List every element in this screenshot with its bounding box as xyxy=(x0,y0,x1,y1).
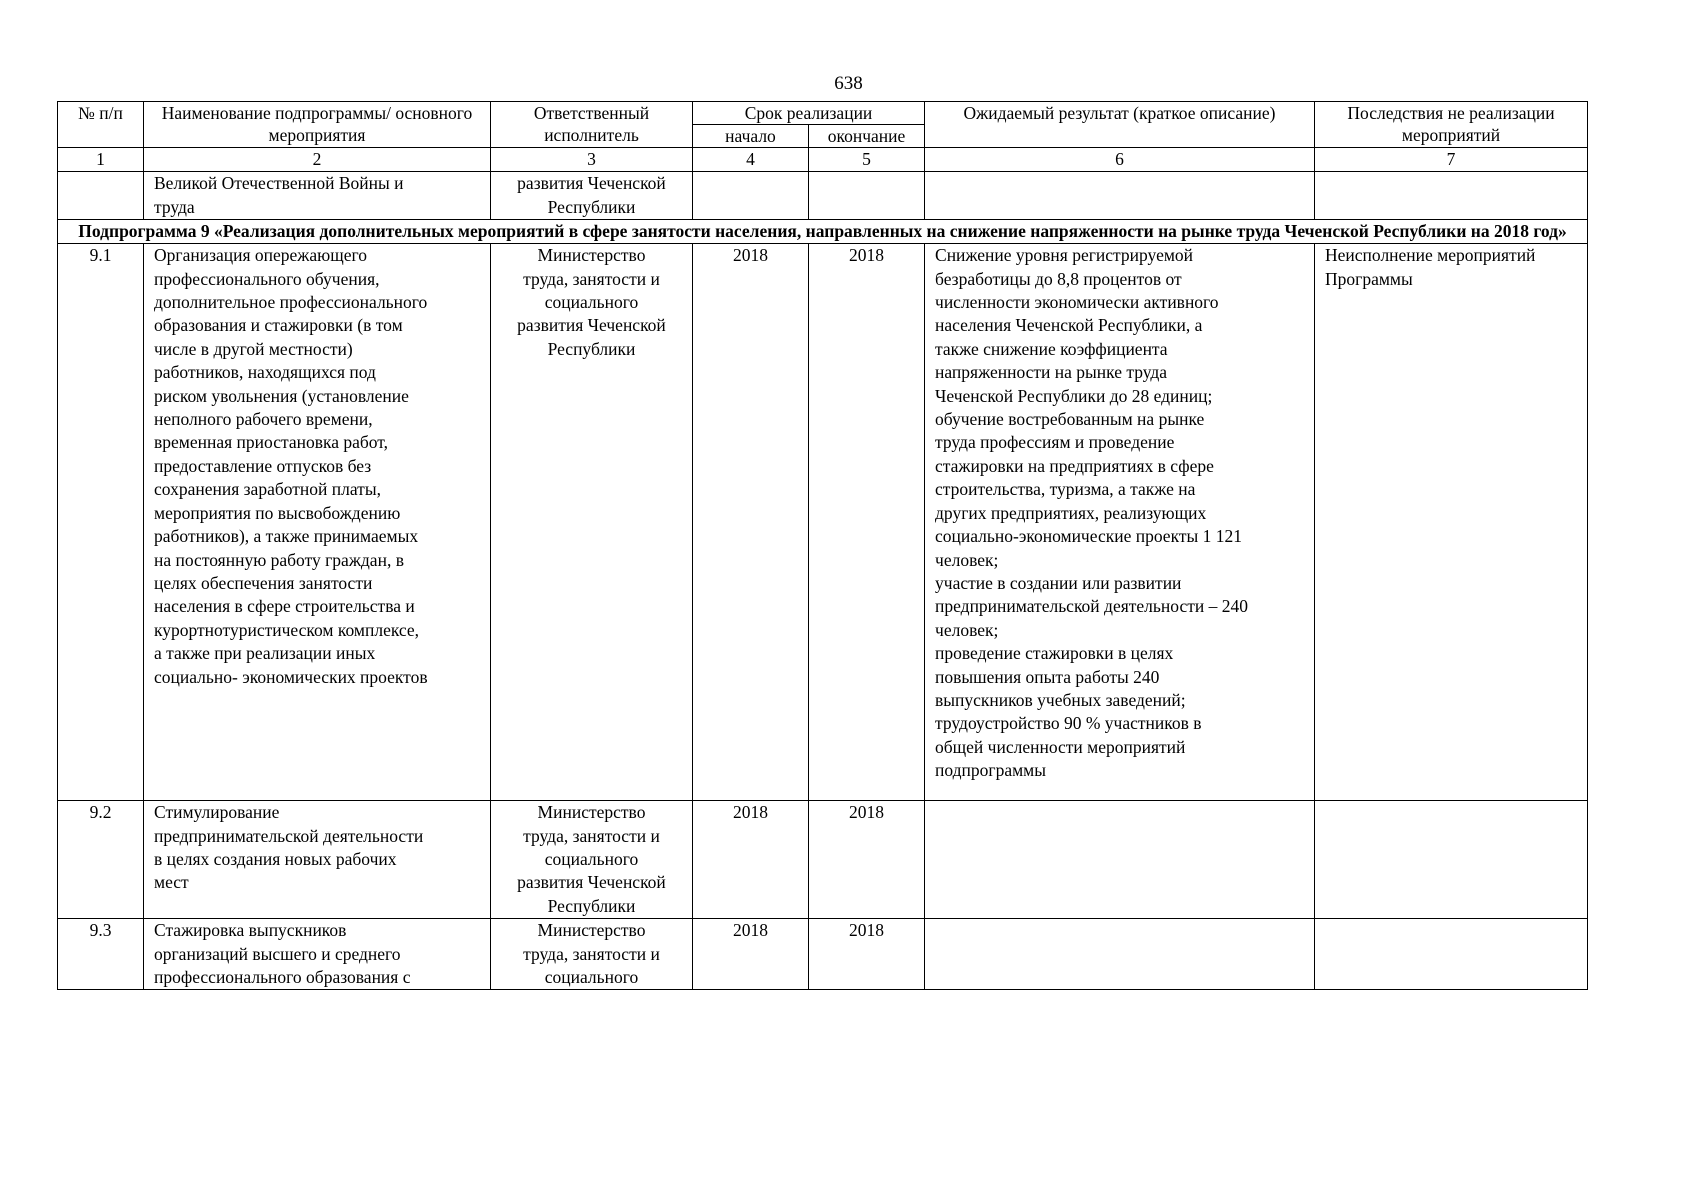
subprogram-title: Подпрограмма 9 «Реализация дополнительных мероприятий в сфере занятости населения, направленных на снижение напряженности на рынке труда Чеченской Республики на 2018 год» xyxy=(58,220,1588,244)
program-table xyxy=(57,101,1588,990)
header-end: окончание xyxy=(809,125,925,148)
column-numbers-row xyxy=(58,148,1588,172)
header-consequence: Последствия не реализации мероприятий xyxy=(1315,102,1588,148)
row-consequence: Неисполнение мероприятий Программы xyxy=(1315,244,1588,801)
row-consequence xyxy=(1315,801,1588,919)
continued-end xyxy=(809,172,925,220)
page-number: 638 xyxy=(834,73,863,94)
header-num: № п/п xyxy=(58,102,144,148)
row-end: 2018 xyxy=(809,801,925,919)
row-name: Стажировка выпускников организаций высшего и среднего профессионального образования с xyxy=(144,919,491,990)
row-name: Стимулирование предпринимательской деятельности в целях создания новых рабочих мест xyxy=(144,801,491,919)
row-executor: Министерство труда, занятости и социального развития Чеченской Республики xyxy=(491,801,693,919)
header-row xyxy=(58,102,1588,125)
column-number: 3 xyxy=(491,148,693,172)
column-number: 2 xyxy=(144,148,491,172)
continued-start xyxy=(693,172,809,220)
continued-result xyxy=(925,172,1315,220)
table-row xyxy=(58,801,1588,919)
subprogram-row xyxy=(58,220,1588,244)
column-number: 7 xyxy=(1315,148,1588,172)
continued-num xyxy=(58,172,144,220)
continued-name: Великой Отечественной Войны и труда xyxy=(144,172,491,220)
row-end: 2018 xyxy=(809,244,925,801)
header-result: Ожидаемый результат (краткое описание) xyxy=(925,102,1315,148)
table-row xyxy=(58,919,1588,990)
column-number: 6 xyxy=(925,148,1315,172)
column-number: 1 xyxy=(58,148,144,172)
continued-row xyxy=(58,172,1588,220)
row-executor: Министерство труда, занятости и социального xyxy=(491,919,693,990)
row-executor: Министерство труда, занятости и социального развития Чеченской Республики xyxy=(491,244,693,801)
row-end: 2018 xyxy=(809,919,925,990)
header-executor: Ответственный исполнитель xyxy=(491,102,693,148)
header-name: Наименование подпрограммы/ основного мероприятия xyxy=(144,102,491,148)
header-start: начало xyxy=(693,125,809,148)
row-result xyxy=(925,919,1315,990)
row-start: 2018 xyxy=(693,244,809,801)
row-start: 2018 xyxy=(693,801,809,919)
row-num: 9.1 xyxy=(58,244,144,801)
row-num: 9.2 xyxy=(58,801,144,919)
row-start: 2018 xyxy=(693,919,809,990)
continued-consequence xyxy=(1315,172,1588,220)
table-row xyxy=(58,244,1588,801)
continued-executor: развития Чеченской Республики xyxy=(491,172,693,220)
column-number: 5 xyxy=(809,148,925,172)
row-result: Снижение уровня регистрируемой безработицы до 8,8 процентов от численности экономически активного населения Чеченской Республики, а также снижение коэффициента напряженности на рынке труда Чеченской Республики до 28 единиц; обучение востребованным на рынке труда профессиям и проведение стажировки на предприятиях в сфере строительства, туризма, а также на других предприятиях, реализующих социально-экономические проекты 1 121 человек; участие в создании или развитии предпринимательской деятельности – 240 человек; проведение стажировки в целях повышения опыта работы 240 выпускников учебных заведений; трудоустройство 90 % участников в общей численности мероприятий подпрограммы xyxy=(925,244,1315,801)
row-name: Организация опережающего профессионального обучения, дополнительное профессионального образования и стажировки (в том числе в другой местности) работников, находящихся под риском увольнения (установление неполного рабочего времени, временная приостановка работ, предоставление отпусков без сохранения заработной платы, мероприятия по высвобождению работников), а также принимаемых на постоянную работу граждан, в целях обеспечения занятости населения в сфере строительства и курортнотуристическом комплексе, а также при реализации иных социально- экономических проектов xyxy=(144,244,491,801)
header-term: Срок реализации xyxy=(693,102,925,125)
row-num: 9.3 xyxy=(58,919,144,990)
column-number: 4 xyxy=(693,148,809,172)
row-result xyxy=(925,801,1315,919)
row-consequence xyxy=(1315,919,1588,990)
